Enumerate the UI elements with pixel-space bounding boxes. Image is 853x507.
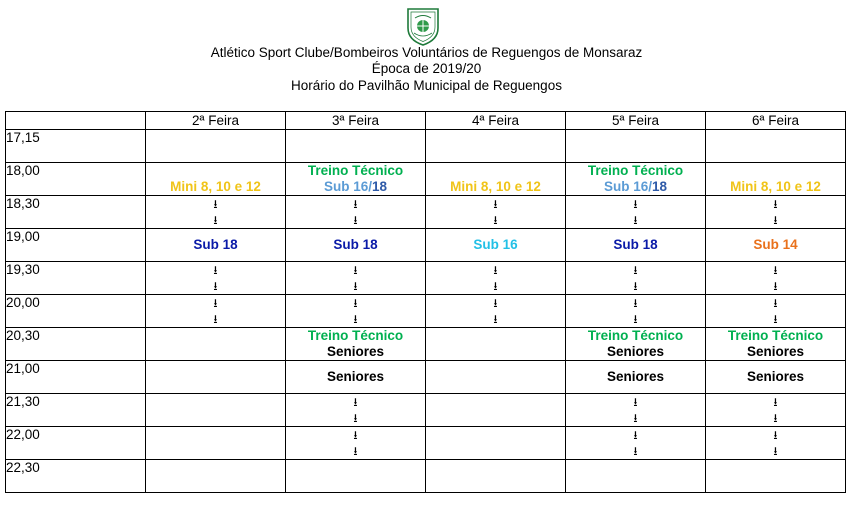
continue-arrow-icon: ⭳ [633, 296, 638, 310]
table-row [6, 427, 846, 460]
sub-18-part: 18 [652, 179, 668, 194]
slot-cell [706, 229, 846, 262]
slot-cell [706, 328, 846, 361]
table-row [6, 163, 846, 196]
slot-cell [706, 262, 846, 295]
slot-cell [706, 196, 846, 229]
slot-cell [426, 295, 566, 328]
continue-arrow-icon: ⭳ [773, 444, 778, 458]
slot-cell [426, 262, 566, 295]
slot-cell [286, 262, 426, 295]
continue-arrow-icon: ⭳ [213, 296, 218, 310]
continue-arrow-icon: ⭳ [493, 279, 498, 293]
continue-arrow-icon: ⭳ [353, 279, 358, 293]
sub-16-label: Sub 16 [473, 237, 518, 252]
sub-18-label: Sub 18 [333, 237, 378, 252]
slash: / [368, 179, 372, 194]
day-header: 6ª Feira [706, 112, 846, 130]
mini-label: Mini 8, 10 e 12 [170, 179, 261, 194]
continue-arrow-icon: ⭳ [633, 444, 638, 458]
time-cell: 21,30 [6, 394, 146, 427]
slot-cell [566, 262, 706, 295]
continue-arrow-icon: ⭳ [353, 197, 358, 211]
slot-cell [426, 427, 566, 460]
slot-cell [426, 328, 566, 361]
time-cell: 20,00 [6, 295, 146, 328]
sub-prefix: Sub [603, 179, 634, 194]
treino-label: Treino Técnico [727, 328, 824, 343]
continue-arrow-icon: ⭳ [633, 197, 638, 211]
slot-cell [426, 163, 566, 196]
slot-cell [426, 196, 566, 229]
slot-cell [286, 328, 426, 361]
table-row [6, 328, 846, 361]
slot-cell [706, 361, 846, 394]
mini-label: Mini 8, 10 e 12 [450, 179, 541, 194]
treino-label: Treino Técnico [587, 163, 684, 178]
continue-arrow-icon: ⭳ [773, 312, 778, 326]
sub-14-label: Sub 14 [753, 237, 798, 252]
continue-arrow-icon: ⭳ [633, 312, 638, 326]
slot-cell [286, 427, 426, 460]
slot-cell [286, 361, 426, 394]
club-crest-logo [404, 6, 442, 46]
slot-cell [566, 394, 706, 427]
schedule-table [5, 111, 846, 493]
slot-cell [706, 130, 846, 163]
continue-arrow-icon: ⭳ [353, 411, 358, 425]
slot-cell [566, 130, 706, 163]
time-cell: 22,30 [6, 460, 146, 493]
continue-arrow-icon: ⭳ [773, 411, 778, 425]
sub-16-part: 16 [353, 179, 369, 194]
slot-cell [566, 427, 706, 460]
slot-cell [426, 130, 566, 163]
time-cell: 19,30 [6, 262, 146, 295]
continue-arrow-icon: ⭳ [773, 296, 778, 310]
slot-cell [286, 394, 426, 427]
continue-arrow-icon: ⭳ [353, 312, 358, 326]
slot-cell [706, 460, 846, 493]
continue-arrow-icon: ⭳ [773, 197, 778, 211]
continue-arrow-icon: ⭳ [353, 395, 358, 409]
table-row [6, 460, 846, 493]
slot-cell [286, 130, 426, 163]
slot-cell [146, 361, 286, 394]
continue-arrow-icon: ⭳ [353, 428, 358, 442]
time-cell: 22,00 [6, 427, 146, 460]
seniores-label: Seniores [326, 369, 385, 384]
day-header: 4ª Feira [426, 112, 566, 130]
continue-arrow-icon: ⭳ [633, 279, 638, 293]
table-row [6, 361, 846, 394]
table-row [6, 196, 846, 229]
slot-cell [146, 163, 286, 196]
continue-arrow-icon: ⭳ [773, 263, 778, 277]
slot-cell [426, 361, 566, 394]
continue-arrow-icon: ⭳ [633, 411, 638, 425]
sub-16-18-label [324, 179, 387, 194]
continue-arrow-icon: ⭳ [493, 312, 498, 326]
sub-18-label: Sub 18 [193, 237, 238, 252]
table-row [6, 262, 846, 295]
slot-cell [286, 163, 426, 196]
header-row [6, 112, 846, 130]
slot-cell [146, 328, 286, 361]
time-cell: 20,30 [6, 328, 146, 361]
seniores-label: Seniores [746, 369, 805, 384]
continue-arrow-icon: ⭳ [633, 263, 638, 277]
slot-cell [566, 460, 706, 493]
table-row [6, 295, 846, 328]
schedule-title: Horário do Pavilhão Municipal de Reguengos [291, 78, 562, 93]
slot-cell [286, 460, 426, 493]
slot-cell [146, 196, 286, 229]
mini-label: Mini 8, 10 e 12 [730, 179, 821, 194]
slot-cell [566, 328, 706, 361]
table-row [6, 229, 846, 262]
continue-arrow-icon: ⭳ [353, 296, 358, 310]
continue-arrow-icon: ⭳ [773, 279, 778, 293]
continue-arrow-icon: ⭳ [353, 444, 358, 458]
slot-cell [426, 229, 566, 262]
day-header: 5ª Feira [566, 112, 706, 130]
continue-arrow-icon: ⭳ [633, 428, 638, 442]
continue-arrow-icon: ⭳ [633, 213, 638, 227]
slot-cell [146, 130, 286, 163]
sub-16-18-label [604, 179, 667, 194]
slot-cell [566, 229, 706, 262]
sub-18-part: 18 [372, 179, 388, 194]
continue-arrow-icon: ⭳ [633, 395, 638, 409]
sub-prefix: Sub [323, 179, 354, 194]
slash: / [648, 179, 652, 194]
slot-cell [566, 163, 706, 196]
treino-label: Treino Técnico [587, 328, 684, 343]
season: Época de 2019/20 [371, 61, 482, 76]
seniores-label: Seniores [606, 369, 665, 384]
treino-label: Treino Técnico [307, 163, 404, 178]
time-cell: 18,00 [6, 163, 146, 196]
slot-cell [566, 361, 706, 394]
treino-label: Treino Técnico [307, 328, 404, 343]
continue-arrow-icon: ⭳ [213, 197, 218, 211]
continue-arrow-icon: ⭳ [353, 213, 358, 227]
continue-arrow-icon: ⭳ [213, 312, 218, 326]
time-cell: 18,30 [6, 196, 146, 229]
corner-cell [6, 112, 146, 130]
table-row [6, 394, 846, 427]
slot-cell [286, 229, 426, 262]
slot-cell [706, 427, 846, 460]
continue-arrow-icon: ⭳ [773, 213, 778, 227]
continue-arrow-icon: ⭳ [213, 263, 218, 277]
continue-arrow-icon: ⭳ [493, 213, 498, 227]
time-cell: 21,00 [6, 361, 146, 394]
slot-cell [146, 229, 286, 262]
continue-arrow-icon: ⭳ [353, 263, 358, 277]
continue-arrow-icon: ⭳ [773, 395, 778, 409]
slot-cell [146, 295, 286, 328]
day-header: 3ª Feira [286, 112, 426, 130]
slot-cell [706, 295, 846, 328]
continue-arrow-icon: ⭳ [493, 263, 498, 277]
continue-arrow-icon: ⭳ [493, 197, 498, 211]
sub-18-label: Sub 18 [613, 237, 658, 252]
continue-arrow-icon: ⭳ [493, 296, 498, 310]
time-cell: 17,15 [6, 130, 146, 163]
day-header: 2ª Feira [146, 112, 286, 130]
slot-cell [566, 295, 706, 328]
continue-arrow-icon: ⭳ [213, 213, 218, 227]
slot-cell [706, 394, 846, 427]
time-cell: 19,00 [6, 229, 146, 262]
slot-cell [706, 163, 846, 196]
seniores-label: Seniores [746, 344, 805, 359]
seniores-label: Seniores [606, 344, 665, 359]
continue-arrow-icon: ⭳ [773, 428, 778, 442]
slot-cell [426, 394, 566, 427]
slot-cell [286, 295, 426, 328]
slot-cell [566, 196, 706, 229]
slot-cell [146, 460, 286, 493]
table-row [6, 130, 846, 163]
continue-arrow-icon: ⭳ [213, 279, 218, 293]
club-name: Atlético Sport Clube/Bombeiros Voluntários de Reguengos de Monsaraz [210, 45, 643, 60]
slot-cell [426, 460, 566, 493]
slot-cell [146, 394, 286, 427]
slot-cell [146, 262, 286, 295]
slot-cell [286, 196, 426, 229]
slot-cell [146, 427, 286, 460]
seniores-label: Seniores [326, 344, 385, 359]
sub-16-part: 16 [633, 179, 649, 194]
